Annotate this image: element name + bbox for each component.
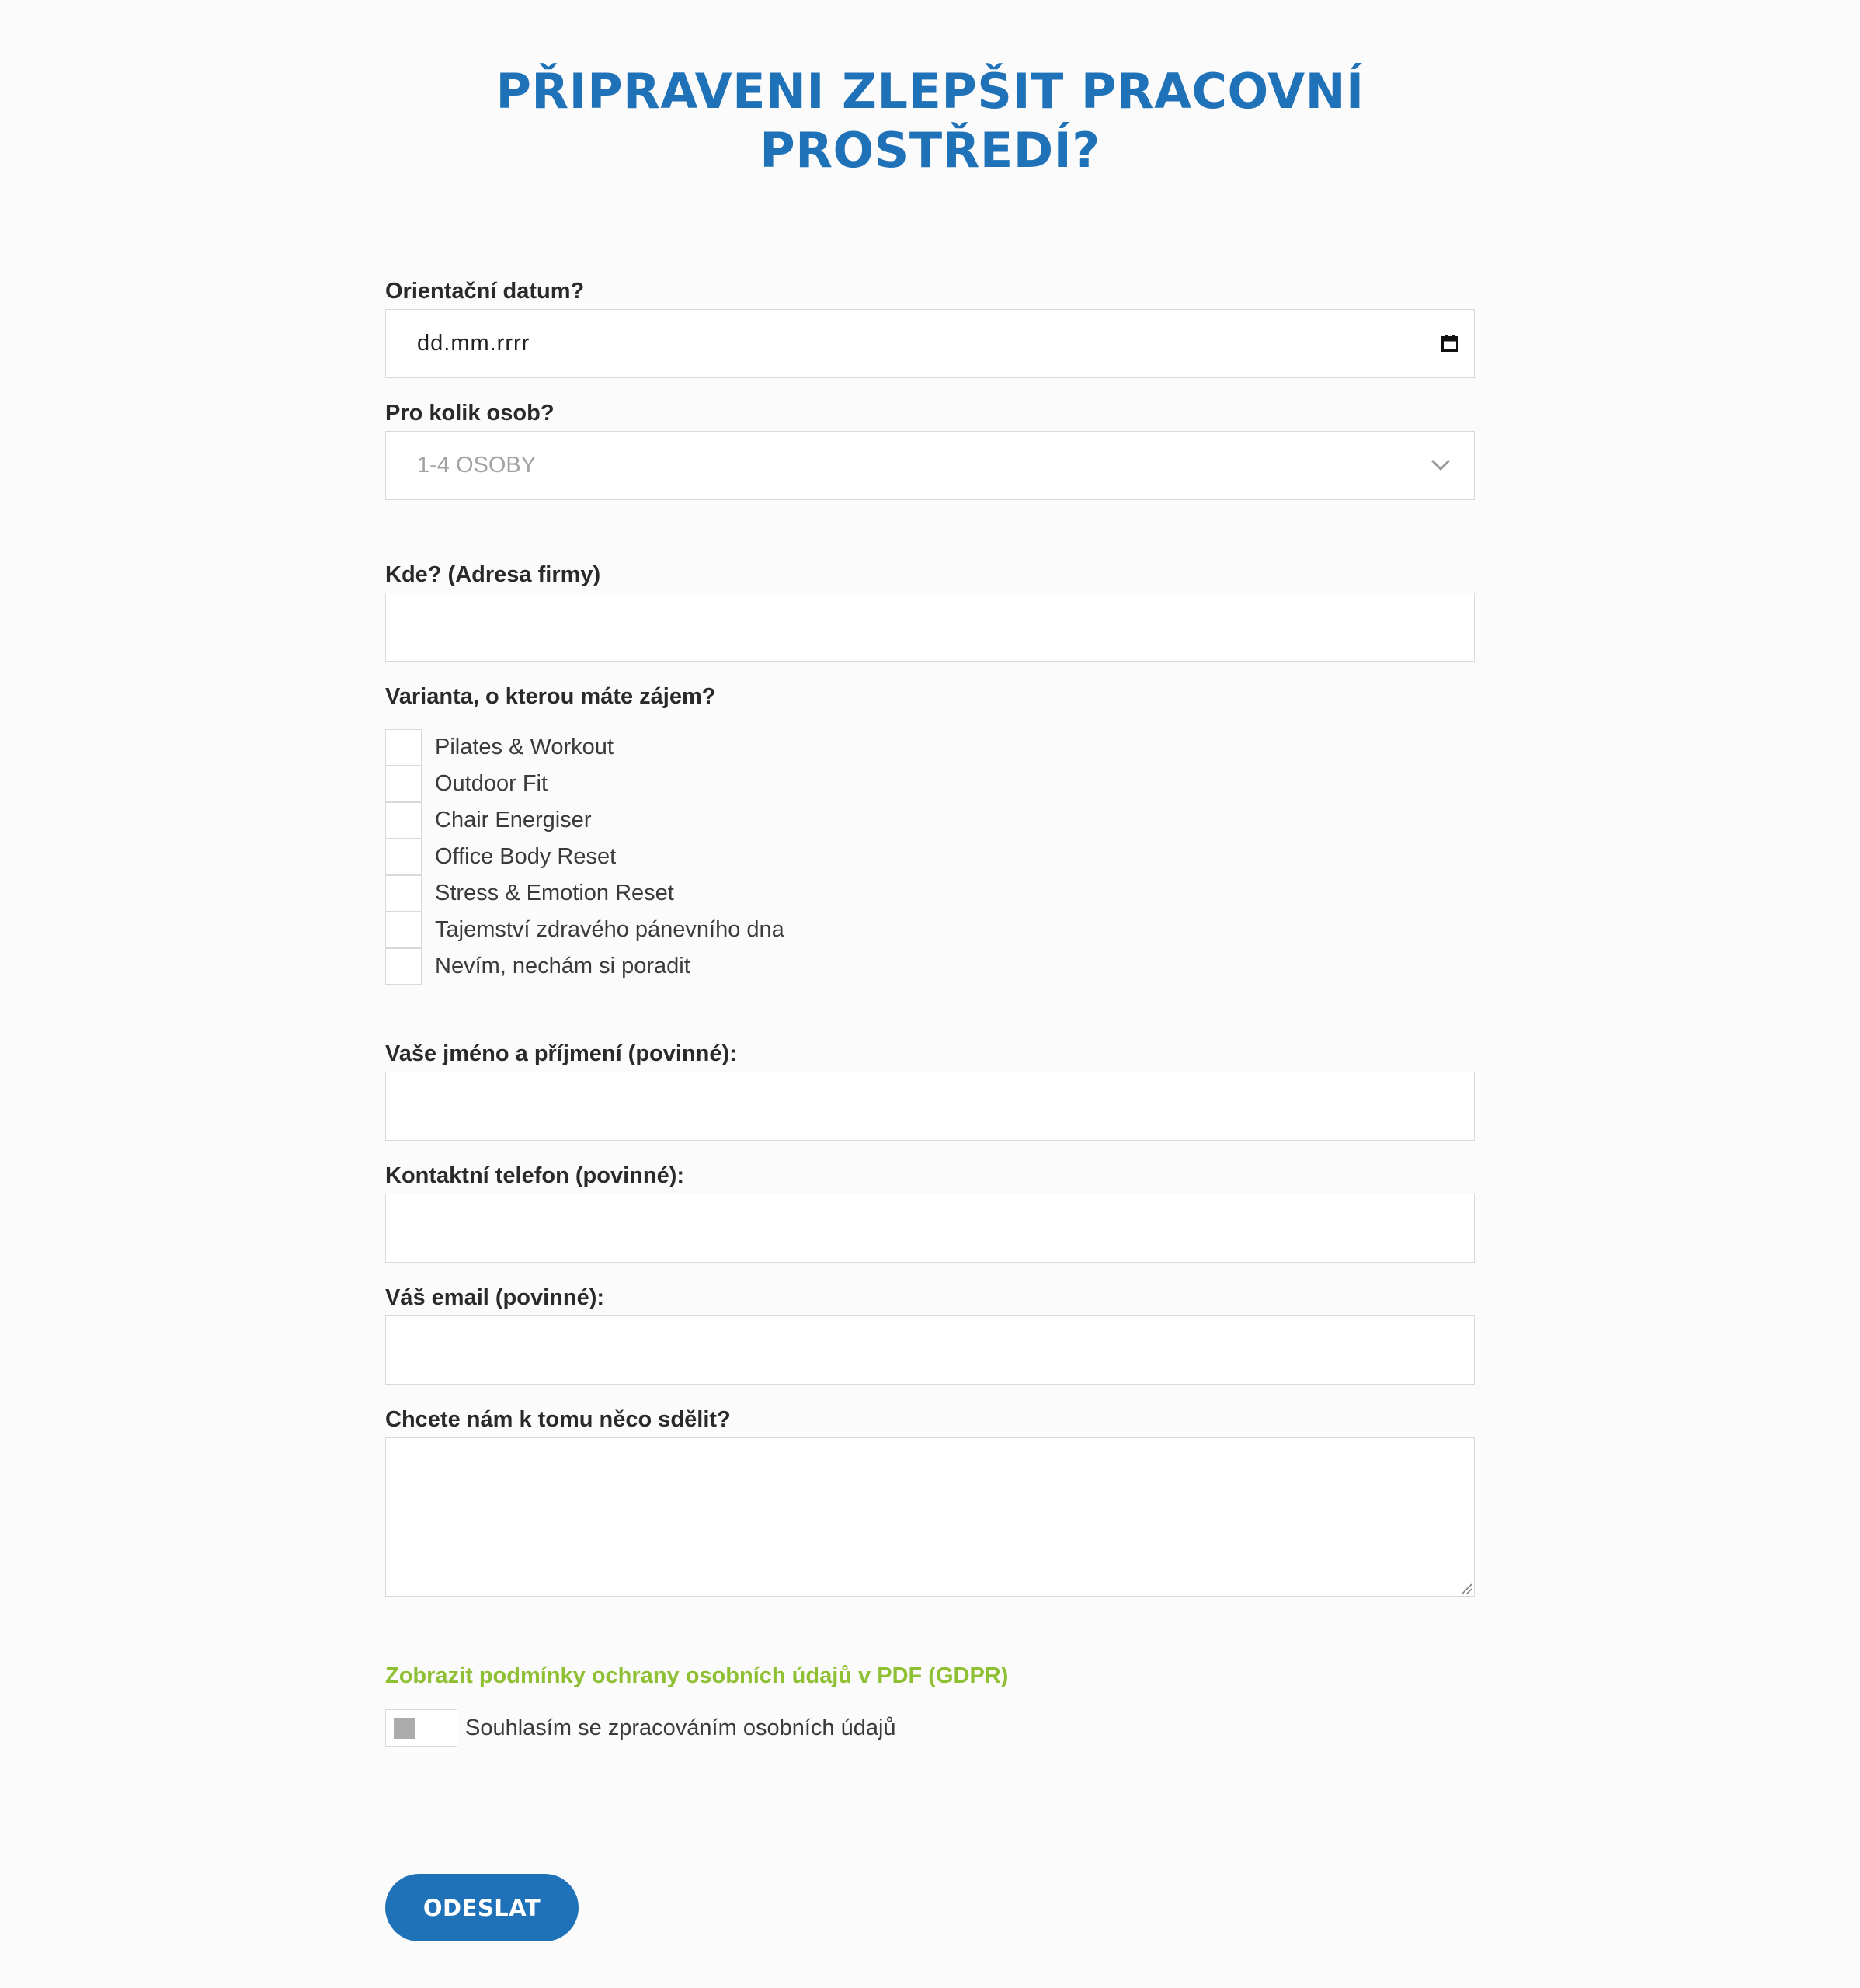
consent-label: Souhlasím se zpracováním osobních údajů bbox=[465, 1715, 896, 1740]
submit-button[interactable]: ODESLAT bbox=[385, 1874, 579, 1941]
variants-label: Varianta, o kterou máte zájem? bbox=[385, 684, 716, 709]
chevron-down-icon bbox=[1431, 458, 1451, 472]
checkbox[interactable] bbox=[385, 766, 422, 802]
variant-option-label: Chair Energiser bbox=[435, 808, 592, 832]
name-input[interactable] bbox=[385, 1072, 1475, 1141]
checkbox[interactable] bbox=[385, 875, 422, 912]
variant-option[interactable] bbox=[385, 729, 1475, 766]
date-input[interactable] bbox=[385, 309, 1475, 378]
gdpr-pdf-link[interactable]: Zobrazit podmínky ochrany osobních údajů v PDF (GDPR) bbox=[385, 1663, 1009, 1688]
variant-option[interactable] bbox=[385, 912, 1475, 948]
calendar-icon[interactable] bbox=[1441, 335, 1458, 352]
people-label: Pro kolik osob? bbox=[385, 401, 555, 426]
variant-option-label: Outdoor Fit bbox=[435, 771, 548, 796]
variant-option-label: Pilates & Workout bbox=[435, 735, 614, 759]
variant-option-label: Office Body Reset bbox=[435, 844, 617, 869]
date-label: Orientační datum? bbox=[385, 279, 585, 304]
date-placeholder: dd.mm.rrrr bbox=[417, 331, 530, 356]
variant-option-label: Stress & Emotion Reset bbox=[435, 881, 674, 905]
variant-option-label: Nevím, nechám si poradit bbox=[435, 954, 690, 978]
email-input[interactable] bbox=[385, 1315, 1475, 1385]
checkbox[interactable] bbox=[385, 729, 422, 766]
variant-option[interactable] bbox=[385, 766, 1475, 802]
address-label: Kde? (Adresa firmy) bbox=[385, 562, 601, 587]
variant-option[interactable] bbox=[385, 839, 1475, 875]
page-title bbox=[0, 62, 1860, 180]
toggle-knob bbox=[394, 1718, 415, 1739]
message-label: Chcete nám k tomu něco sdělit? bbox=[385, 1407, 731, 1432]
email-label: Váš email (povinné): bbox=[385, 1285, 605, 1310]
checkbox[interactable] bbox=[385, 839, 422, 875]
variant-option-label: Tajemství zdravého pánevního dna bbox=[435, 917, 784, 942]
variant-option[interactable] bbox=[385, 948, 1475, 985]
consent-row[interactable] bbox=[385, 1709, 896, 1747]
address-input[interactable] bbox=[385, 593, 1475, 662]
resize-handle-icon[interactable] bbox=[1460, 1582, 1472, 1594]
checkbox[interactable] bbox=[385, 948, 422, 985]
phone-label: Kontaktní telefon (povinné): bbox=[385, 1163, 685, 1188]
page-title-line-1: PŘIPRAVENI ZLEPŠIT PRACOVNÍ bbox=[495, 63, 1365, 120]
people-select[interactable] bbox=[385, 431, 1475, 500]
consent-toggle[interactable] bbox=[385, 1709, 457, 1747]
phone-input[interactable] bbox=[385, 1194, 1475, 1263]
page-title-line-2: PROSTŘEDÍ? bbox=[760, 122, 1100, 179]
checkbox[interactable] bbox=[385, 802, 422, 839]
variant-option[interactable] bbox=[385, 802, 1475, 839]
variants-checklist bbox=[385, 729, 1475, 985]
name-label: Vaše jméno a příjmení (povinné): bbox=[385, 1041, 737, 1066]
people-selected-value: 1-4 OSOBY bbox=[417, 453, 537, 478]
variant-option[interactable] bbox=[385, 875, 1475, 912]
message-textarea[interactable] bbox=[385, 1437, 1475, 1597]
checkbox[interactable] bbox=[385, 912, 422, 948]
